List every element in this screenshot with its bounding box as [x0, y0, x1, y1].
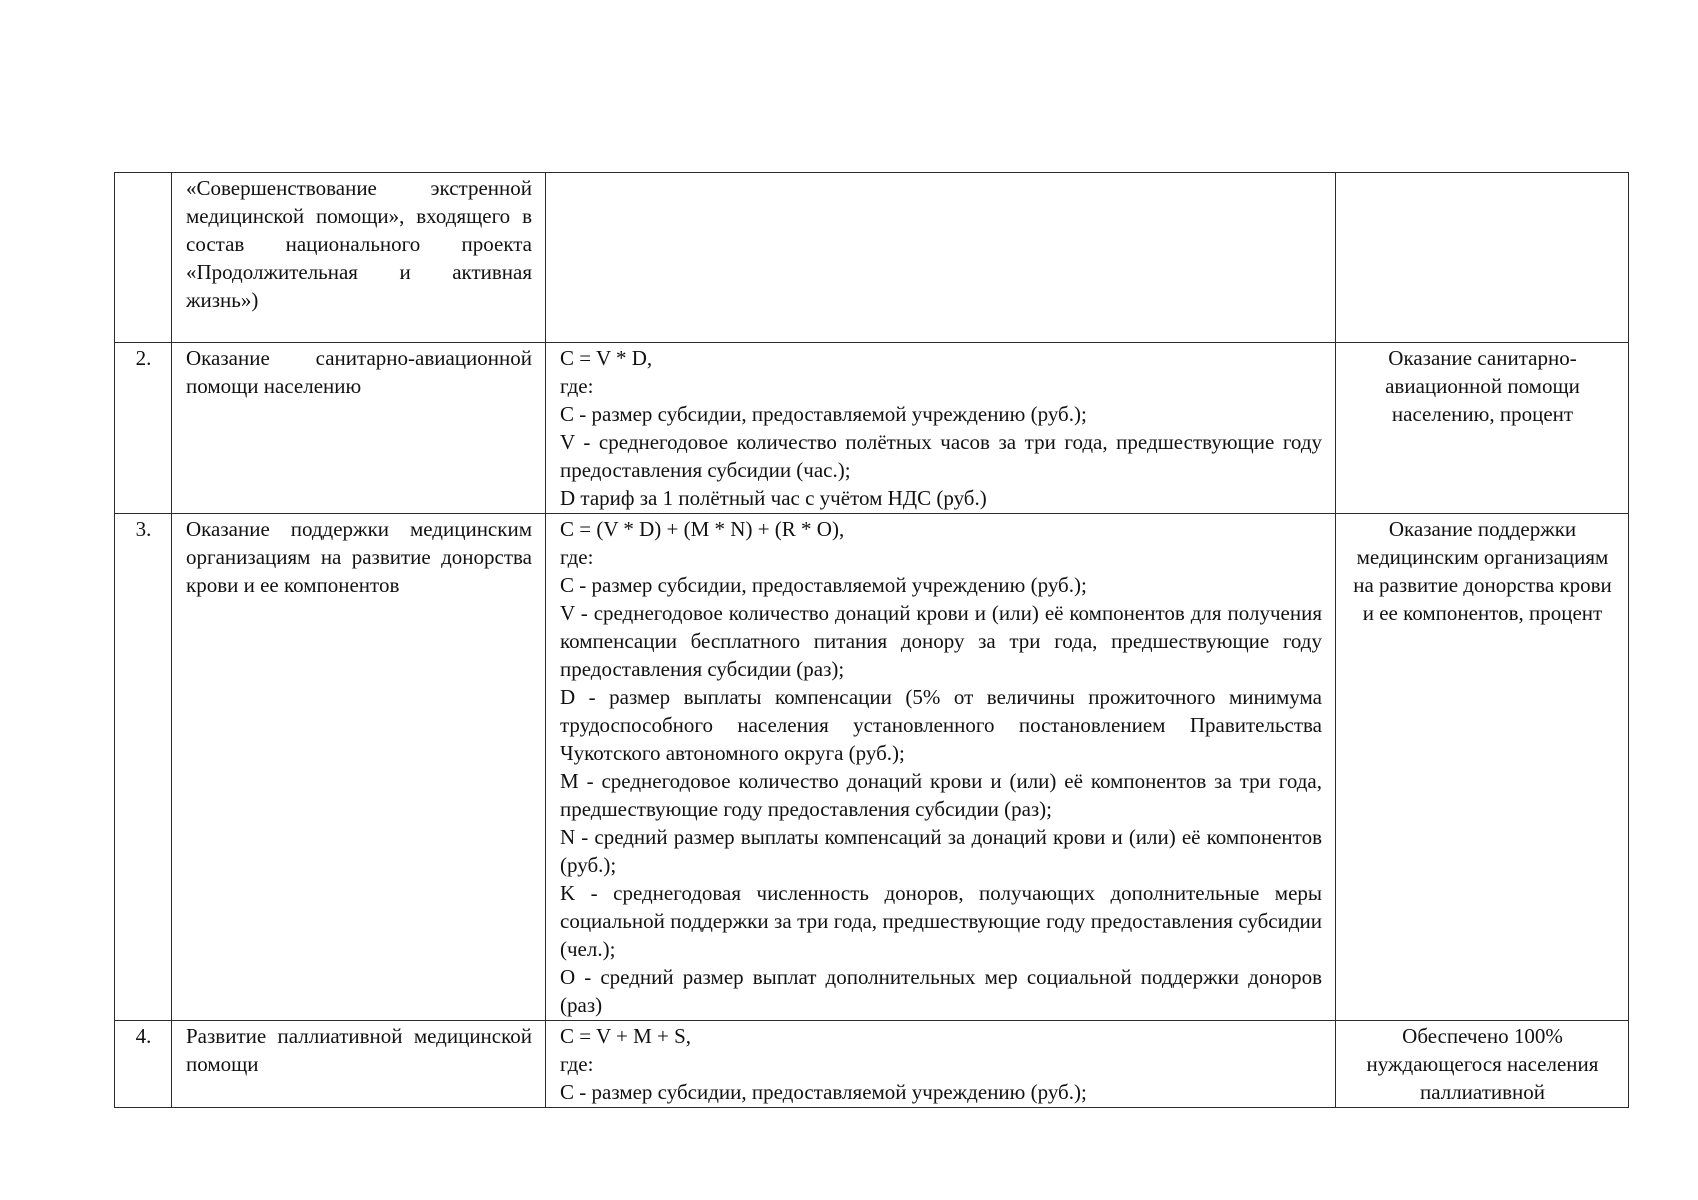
formula-line: V - среднегодовое количество донаций крови и (или) её компонентов для получения компенсации бесплатного питания донору за три года, предшествующие году предоставления субсидии (раз);	[560, 601, 1322, 681]
measure-name: Развитие паллиативной медицинской помощи	[172, 1021, 546, 1108]
formula-line: V - среднегодовое количество полётных часов за три года, предшествующие году предоставления субсидии (час.);	[560, 430, 1322, 482]
indicator-cell	[1336, 173, 1629, 343]
formula-line: C - размер субсидии, предоставляемой учреждению (руб.);	[560, 573, 1087, 597]
indicator-cell: Оказание поддержки медицинским организациям на развитие донорства крови и ее компонентов, процент	[1336, 514, 1629, 1021]
document-page	[114, 172, 1628, 1108]
formula-line: где:	[560, 1052, 594, 1076]
formula-line: C = V * D,	[560, 346, 653, 370]
table-row	[115, 1021, 1629, 1108]
table-body	[115, 173, 1629, 1108]
subsidy-calculation-table	[114, 172, 1629, 1108]
formula-line: O - средний размер выплат дополнительных мер социальной поддержки доноров (раз)	[560, 965, 1322, 1017]
row-number: 2.	[115, 343, 172, 514]
table-row	[115, 173, 1629, 343]
row-number	[115, 173, 172, 343]
formula-line: D тариф за 1 полётный час с учётом НДС (руб.)	[560, 486, 987, 510]
indicator-cell: Обеспечено 100% нуждающегося населения паллиативной	[1336, 1021, 1629, 1108]
formula-line: C = (V * D) + (M * N) + (R * O),	[560, 517, 845, 541]
formula-line: K - среднегодовая численность доноров, получающих дополнительные меры социальной поддержки за три года, предшествующие году предоставления субсидии (чел.);	[560, 881, 1322, 961]
formula-cell	[546, 343, 1336, 514]
row-number: 3.	[115, 514, 172, 1021]
formula-cell	[546, 173, 1336, 343]
measure-name: Оказание санитарно-авиационной помощи населению	[172, 343, 546, 514]
formula-line: C - размер субсидии, предоставляемой учреждению (руб.);	[560, 402, 1087, 426]
measure-name: «Совершенствование экстренной медицинской помощи», входящего в состав национального проекта «Продолжительная и активная жизнь»)	[172, 173, 546, 343]
formula-line: C = V + M + S,	[560, 1024, 692, 1048]
table-row	[115, 514, 1629, 1021]
formula-cell	[546, 514, 1336, 1021]
formula-line: где:	[560, 374, 594, 398]
formula-line: N - средний размер выплаты компенсаций за донаций крови и (или) её компонентов (руб.);	[560, 825, 1322, 877]
formula-line: M - среднегодовое количество донаций крови и (или) её компонентов за три года, предшествующие году предоставления субсидии (раз);	[560, 769, 1322, 821]
indicator-cell: Оказание санитарно-авиационной помощи населению, процент	[1336, 343, 1629, 514]
formula-cell	[546, 1021, 1336, 1108]
table-row	[115, 343, 1629, 514]
formula-line: C - размер субсидии, предоставляемой учреждению (руб.);	[560, 1080, 1087, 1104]
formula-line: D - размер выплаты компенсации (5% от величины прожиточного минимума трудоспособного населения установленного постановлением Правительства Чукотского автономного округа (руб.);	[560, 685, 1322, 765]
measure-name: Оказание поддержки медицинским организациям на развитие донорства крови и ее компонентов	[172, 514, 546, 1021]
formula-line: где:	[560, 545, 594, 569]
row-number: 4.	[115, 1021, 172, 1108]
